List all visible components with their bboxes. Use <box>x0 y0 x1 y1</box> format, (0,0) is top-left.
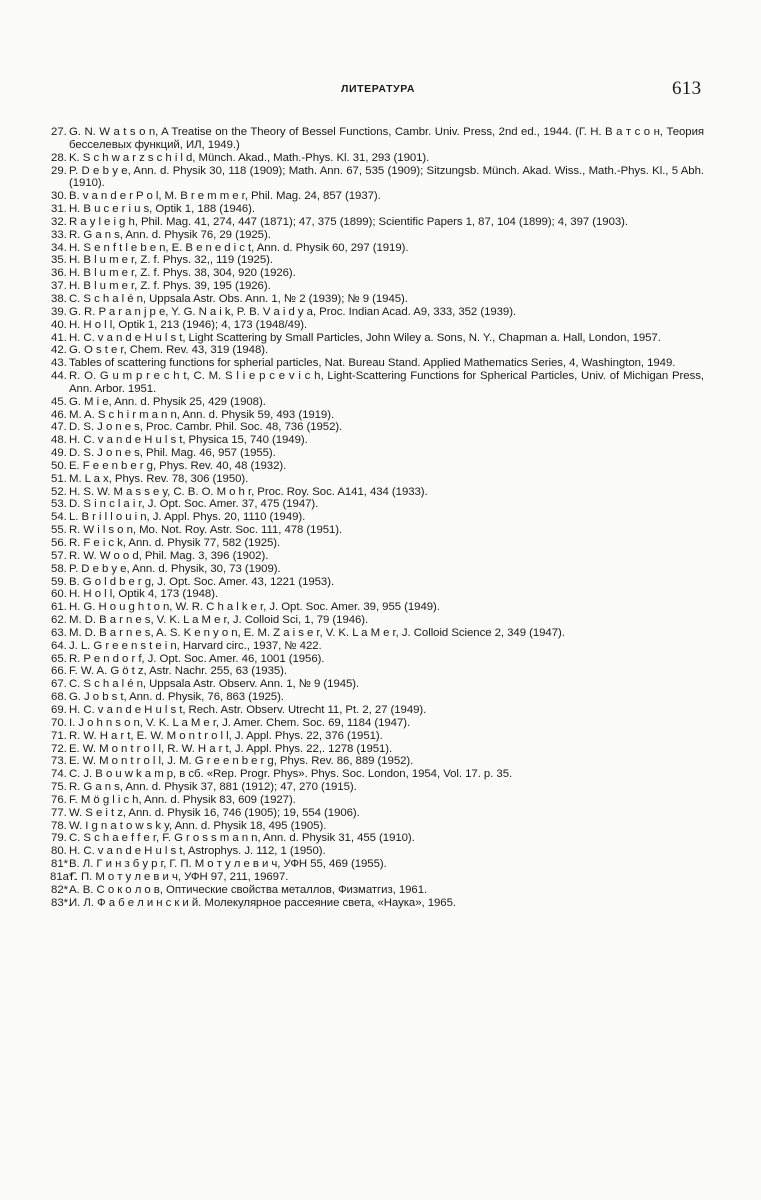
reference-item <box>52 601 704 614</box>
reference-item <box>52 267 704 280</box>
reference-item <box>52 627 704 640</box>
reference-text: B. G o l d b e r g, J. Opt. Soc. Amer. 43, 1221 (1953). <box>69 575 335 588</box>
reference-text: G. J o b s t, Ann. d. Physik, 76, 863 (1925). <box>69 691 284 704</box>
reference-item <box>52 871 704 884</box>
reference-item <box>52 229 704 242</box>
reference-number: 36. <box>51 267 67 280</box>
reference-item <box>52 537 704 550</box>
reference-number: 58. <box>51 562 67 575</box>
reference-item <box>52 306 704 319</box>
reference-text: C. J. B o u w k a m p, в сб. «Rep. Progr. Phys». Phys. Soc. London, 1954, Vol. 17. p. 35. <box>69 768 513 781</box>
reference-text: C. S c h a e f f e r, F. G r o s s m a n n, Ann. d. Physik 31, 455 (1910). <box>69 832 415 845</box>
reference-text: H. B l u m e r, Z. f. Phys. 39, 195 (1926). <box>69 280 271 293</box>
reference-item <box>52 357 704 370</box>
reference-item <box>52 216 704 229</box>
reference-number: 72. <box>51 742 67 755</box>
reference-text: Г. П. М о т у л е в и ч, УФН 97, 211, 19697. <box>70 870 289 883</box>
reference-text: J. L. G r e e n s t e i n, Harvard circ., 1937, № 422. <box>69 639 322 652</box>
reference-item <box>52 396 704 409</box>
reference-text: H. C. v a n d e H u l s t, Light Scattering by Small Particles, John Wiley a. Sons, N. Y., Chapman a. Hall, London, 1957. <box>69 331 661 344</box>
reference-number: 57. <box>51 549 67 562</box>
reference-number: 50. <box>51 459 67 472</box>
reference-text: C. S c h a l é n, Uppsala Astr. Observ. Ann. 1, № 9 (1945). <box>69 678 360 691</box>
reference-text: M. D. B a r n e s, V. K. L a M e r, J. Colloid Sci, 1, 79 (1946). <box>69 614 369 627</box>
reference-number: 66. <box>51 665 67 678</box>
reference-item <box>52 203 704 216</box>
reference-number: 31. <box>51 203 67 216</box>
reference-number: 80. <box>51 845 67 858</box>
reference-item <box>52 126 704 152</box>
reference-number: 74. <box>51 768 67 781</box>
reference-item <box>52 691 704 704</box>
reference-text: G. O s t e r, Chem. Rev. 43, 319 (1948). <box>69 344 269 357</box>
reference-text: H. B u c e r i u s, Optik 1, 188 (1946). <box>69 203 256 216</box>
reference-text: R. O. G u m p r e c h t, C. M. S l i e p c e v i c h, Light-Scattering Functions for Spherical Particles, Univ. of Michigan Press, Ann. Arbor. 1951. <box>69 370 704 395</box>
reference-number: 33. <box>51 228 67 241</box>
reference-number: 71. <box>51 729 67 742</box>
reference-number: 70. <box>51 716 67 729</box>
reference-item <box>52 242 704 255</box>
reference-item <box>52 370 704 396</box>
reference-text: H. C. v a n d e H u l s t, Rech. Astr. Observ. Utrecht 11, Pt. 2, 27 (1949). <box>69 703 427 716</box>
reference-item <box>52 730 704 743</box>
reference-text: R. P e n d o r f, J. Opt. Soc. Amer. 46, 1001 (1956). <box>69 652 325 665</box>
reference-number: 47. <box>51 421 67 434</box>
reference-number: 75. <box>51 781 67 794</box>
reference-number: 49. <box>51 447 67 460</box>
reference-text: D. S i n c l a i r, J. Opt. Soc. Amer. 37, 475 (1947). <box>69 498 319 511</box>
reference-text: R. F e i c k, Ann. d. Physik 77, 582 (1925). <box>69 537 281 549</box>
reference-number: 81* <box>51 858 69 871</box>
reference-item <box>52 665 704 678</box>
page-number: 613 <box>672 78 702 99</box>
reference-text: H. C. v a n d e H u l s t, Physica 15, 740 (1949). <box>69 434 308 447</box>
reference-number: 42. <box>51 344 67 357</box>
reference-number: 59. <box>51 575 67 588</box>
reference-item <box>52 293 704 306</box>
reference-item <box>52 640 704 653</box>
reference-text: I. J o h n s o n, V. K. L a M e r, J. Amer. Chem. Soc. 69, 1184 (1947). <box>69 716 411 729</box>
reference-text: R. W. H a r t, E. W. M o n t r o l l, J. Appl. Phys. 22, 376 (1951). <box>69 729 383 742</box>
reference-number: 48. <box>51 434 67 447</box>
reference-item <box>52 409 704 422</box>
reference-item <box>52 434 704 447</box>
reference-item <box>52 460 704 473</box>
reference-number: 52. <box>51 485 67 498</box>
reference-text: H. B l u m e r, Z. f. Phys. 32,, 119 (1925). <box>69 254 273 267</box>
reference-text: H. H o l l, Optik 1, 213 (1946); 4, 173 (1948/49). <box>69 318 308 331</box>
reference-text: В. Л. Г и н з б у р г, Г. П. М о т у л е в и ч, УФН 55, 469 (1955). <box>69 858 387 871</box>
reference-text: E. W. M o n t r o l l, R. W. H a r t, J. Appl. Phys. 22,. 1278 (1951). <box>69 742 393 755</box>
reference-text: W. S e i t z, Ann. d. Physik 16, 746 (1905); 19, 554 (1906). <box>69 806 360 819</box>
reference-item <box>52 845 704 858</box>
reference-text: А. В. С о к о л о в, Оптические свойства металлов, Физматгиз, 1961. <box>69 883 428 896</box>
reference-item <box>52 884 704 897</box>
reference-text: D. S. J o n e s, Proc. Cambr. Phil. Soc. 48, 736 (1952). <box>69 421 343 434</box>
reference-number: 76. <box>51 793 67 806</box>
reference-item <box>52 897 704 910</box>
reference-text: E. F e e n b e r g, Phys. Rev. 40, 48 (1932). <box>69 459 287 472</box>
reference-item <box>52 588 704 601</box>
reference-item <box>52 563 704 576</box>
reference-number: 28. <box>51 151 67 164</box>
reference-item <box>52 498 704 511</box>
reference-item <box>52 447 704 460</box>
reference-number: 37. <box>51 280 67 293</box>
reference-item <box>52 152 704 165</box>
reference-number: 45. <box>51 395 67 408</box>
reference-number: 83*. <box>51 896 72 909</box>
reference-item <box>52 344 704 357</box>
reference-text: G. M i e, Ann. d. Physik 25, 429 (1908). <box>69 395 266 408</box>
reference-text: F. W. A. G ö t z, Astr. Nachr. 255, 63 (1935). <box>69 665 288 678</box>
reference-number: 38. <box>51 292 67 305</box>
reference-text: R a y l e i g h, Phil. Mag. 41, 274, 447 (1871); 47, 375 (1899); Scientific Papers 1, 87, 104 (1899); 4, 397 (1903). <box>69 215 629 228</box>
reference-item <box>52 858 704 871</box>
reference-text: R. W. W o o d, Phil. Mag. 3, 396 (1902). <box>69 549 269 562</box>
reference-text: G. R. P a r a n j p e, Y. G. N a i k, P. B. V a i d y a, Proc. Indian Acad. A9, 333, 352 (1939). <box>69 305 517 318</box>
reference-number: 35. <box>51 254 67 267</box>
reference-item <box>52 678 704 691</box>
reference-number: 51. <box>51 472 67 485</box>
reference-item <box>52 717 704 730</box>
reference-text: H. H o l l, Optik 4, 173 (1948). <box>69 588 219 601</box>
reference-number: 56. <box>51 537 67 549</box>
reference-number: 73. <box>51 755 67 768</box>
reference-text: R. G a n s, Ann. d. Physik 37, 881 (1912); 47, 270 (1915). <box>69 781 357 794</box>
reference-number: 69. <box>51 703 67 716</box>
reference-item <box>52 511 704 524</box>
reference-text: B. v a n d e r P o l, M. B r e m m e r, Phil. Mag. 24, 857 (1937). <box>69 190 381 203</box>
reference-text: K. S c h w a r z s c h i l d, Münch. Akad., Math.-Phys. Kl. 31, 293 (1901). <box>69 151 430 164</box>
reference-text: R. G a n s, Ann. d. Physik 76, 29 (1925). <box>69 228 271 241</box>
reference-item <box>52 755 704 768</box>
reference-text: C. S c h a l é n, Uppsala Astr. Obs. Ann. 1, № 2 (1939); № 9 (1945). <box>69 292 408 305</box>
reference-text: M. D. B a r n e s, A. S. K e n y o n, E. M. Z a i s e r, V. K. L a M e r, J. Colloid Science 2, 349 (1947). <box>69 626 565 639</box>
reference-item <box>52 486 704 499</box>
reference-number: 79. <box>51 832 67 845</box>
running-title: ЛИТЕРАТУРА <box>341 83 416 95</box>
reference-number: 77. <box>51 806 67 819</box>
reference-item <box>52 190 704 203</box>
reference-number: 44. <box>51 370 67 383</box>
reference-text: M. A. S c h i r m a n n, Ann. d. Physik 59, 493 (1919). <box>69 408 335 421</box>
reference-text: H. S e n f t l e b e n, E. B e n e d i c t, Ann. d. Physik 60, 297 (1919). <box>69 241 409 254</box>
reference-item <box>52 781 704 794</box>
reference-number: 67. <box>51 678 67 691</box>
reference-number: 43. <box>51 357 67 370</box>
reference-number: 63. <box>51 626 67 639</box>
reference-number: 46. <box>51 408 67 421</box>
reference-item <box>52 820 704 833</box>
reference-item <box>52 473 704 486</box>
reference-text: P. D e b y e, Ann. d. Physik, 30, 73 (1909). <box>69 562 281 575</box>
reference-item <box>52 524 704 537</box>
reference-item <box>52 794 704 807</box>
reference-number: 55. <box>51 524 67 537</box>
reference-text: H. C. v a n d e H u l s t, Astrophys. J. 112, 1 (1950). <box>69 845 326 858</box>
reference-item <box>52 653 704 666</box>
reference-item <box>52 614 704 627</box>
reference-item <box>52 165 704 191</box>
reference-text: W. I g n a t o w s k y, Ann. d. Physik 18, 495 (1905). <box>69 819 327 832</box>
reference-item <box>52 319 704 332</box>
reference-item <box>52 832 704 845</box>
reference-number: 61. <box>51 601 67 614</box>
reference-text: E. W. M o n t r o l l, J. M. G r e e n b e r g, Phys. Rev. 86, 889 (1952). <box>69 755 414 768</box>
reference-item <box>52 254 704 267</box>
reference-item <box>52 743 704 756</box>
reference-number: 29. <box>51 164 67 177</box>
reference-text: H. B l u m e r, Z. f. Phys. 38, 304, 920 (1926). <box>69 267 296 280</box>
reference-item <box>52 421 704 434</box>
reference-text: H. G. H o u g h t o n, W. R. C h a l k e r, J. Opt. Soc. Amer. 39, 955 (1949). <box>69 601 440 614</box>
reference-text: D. S. J o n e s, Phil. Mag. 46, 957 (1955). <box>69 447 276 460</box>
reference-number: 32. <box>51 215 67 228</box>
reference-item <box>52 332 704 345</box>
reference-number: 64. <box>51 639 67 652</box>
reference-item <box>52 576 704 589</box>
reference-text: L. B r i l l o u i n, J. Appl. Phys. 20, 1110 (1949). <box>69 511 306 524</box>
reference-number: 41. <box>51 331 67 344</box>
reference-number: 40. <box>51 318 67 331</box>
reference-item <box>52 280 704 293</box>
reference-item <box>52 807 704 820</box>
running-head <box>0 80 761 102</box>
reference-number: 78. <box>51 819 67 832</box>
reference-number: 27. <box>51 126 67 138</box>
reference-text: F. M ö g l i c h, Ann. d. Physik 83, 609 (1927). <box>69 793 296 806</box>
reference-text: И. Л. Ф а б е л и н с к и й. Молекулярное рассеяние света, «Наука», 1965. <box>69 896 456 909</box>
reference-number: 62. <box>51 614 67 627</box>
reference-number: 39. <box>51 305 67 318</box>
reference-number: 68. <box>51 691 67 704</box>
reference-number: 60. <box>51 588 67 601</box>
reference-list <box>52 126 704 909</box>
reference-text: H. S. W. M a s s e y, C. B. O. M o h r, Proc. Roy. Soc. A141, 434 (1933). <box>69 485 428 498</box>
reference-text: M. L a x, Phys. Rev. 78, 306 (1950). <box>69 472 249 485</box>
reference-number: 65. <box>51 652 67 665</box>
reference-text: P. D e b y e, Ann. d. Physik 30, 118 (1909); Math. Ann. 67, 535 (1909); Sitzungsb. Münch. Akad. Wiss., Math.-Phys. Kl., 5 Abh. (1910). <box>69 164 704 190</box>
reference-number: 53. <box>51 498 67 511</box>
reference-item <box>52 704 704 717</box>
reference-number: 34. <box>51 241 67 254</box>
reference-number: 81a*. <box>50 870 77 883</box>
reference-number: 30. <box>51 190 67 203</box>
reference-item <box>52 768 704 781</box>
reference-number: 54. <box>51 511 67 524</box>
reference-text: Tables of scattering functions for spherial particles, Nat. Bureau Stand. Applied Mathematics Series, 4, Washington, 1949. <box>69 357 676 370</box>
reference-item <box>52 550 704 563</box>
reference-text: R. W i l s o n, Mo. Not. Roy. Astr. Soc. 111, 478 (1951). <box>69 524 343 537</box>
reference-text: G. N. W a t s o n, A Treatise on the Theory of Bessel Functions, Cambr. Univ. Press, 2nd ed., 1944. (Г. Н. В а т с о н, Теория бесселевых функций, ИЛ, 1949.) <box>69 126 704 151</box>
reference-number: 82*. <box>51 883 72 896</box>
